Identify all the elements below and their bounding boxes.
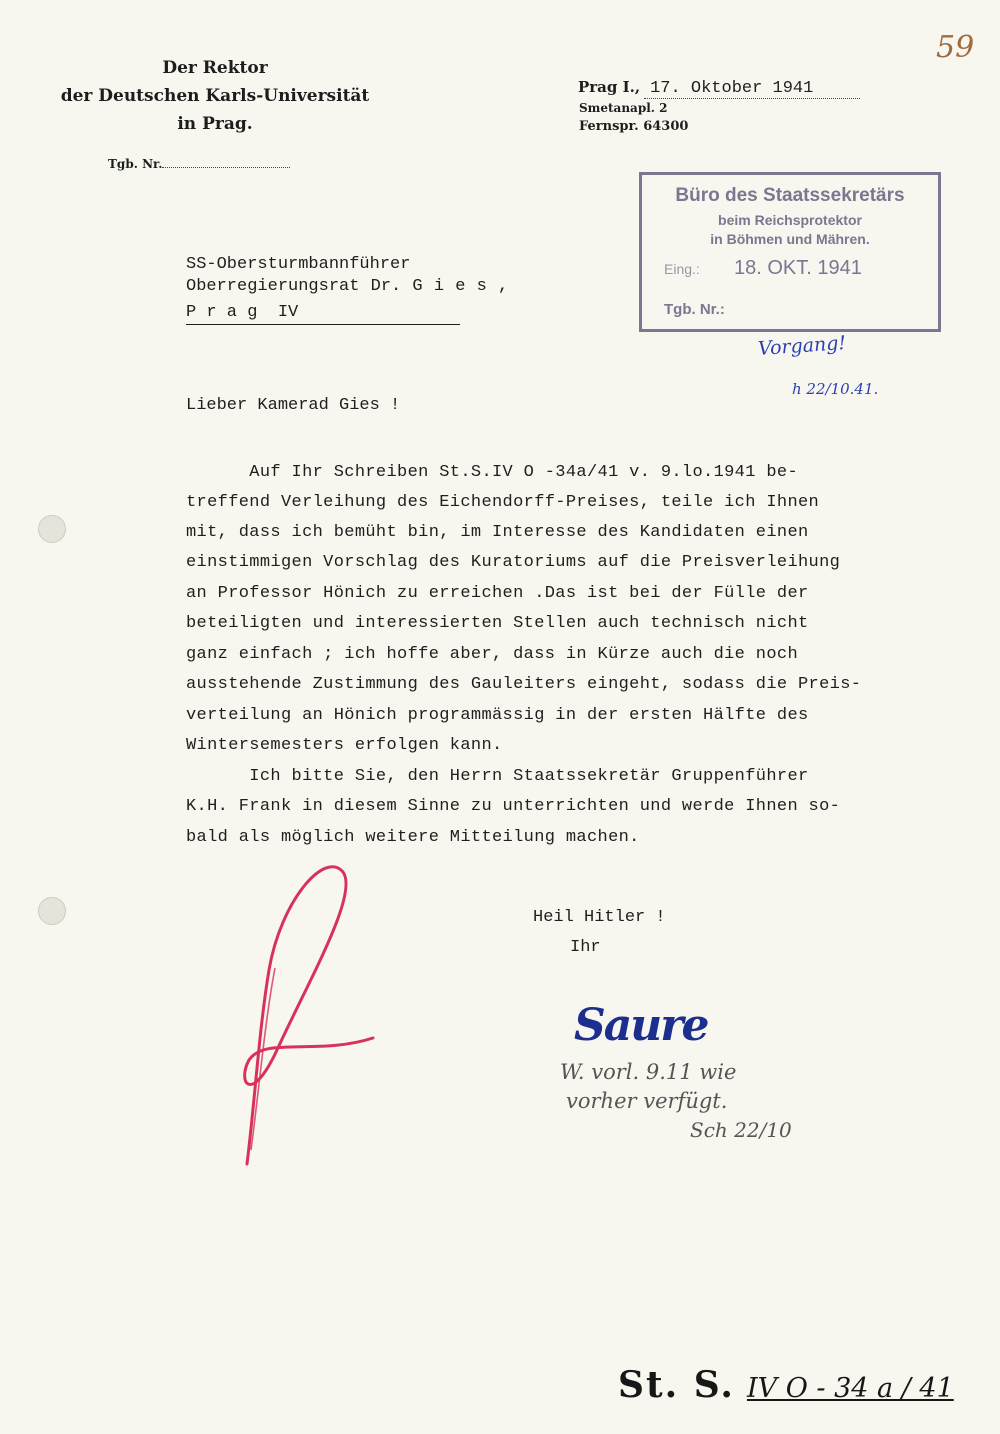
salutation: Lieber Kamerad Gies ! [186, 396, 401, 415]
body-line-11: Ich bitte Sie, den Herrn Staatssekretär Gruppenführer [186, 767, 809, 786]
red-pencil-mark [225, 850, 385, 1170]
file-ref-number: IV O - 34 a / 41 [746, 1373, 954, 1404]
signature: Saure [574, 1000, 708, 1051]
stamp-line3: in Böhmen und Mähren. [710, 231, 870, 247]
body-line-5: an Professor Hönich zu erreichen .Das ist bei der Fülle der [186, 584, 809, 603]
receipt-stamp [639, 172, 941, 332]
pencil-note-line1: W. vorl. 9.11 wie [560, 1060, 737, 1084]
punch-hole-lower [38, 897, 66, 925]
handnote-initials-date: h 22/10.41. [792, 380, 879, 398]
body-line-6: beteiligten und interessierten Stellen auch technisch nicht [186, 614, 809, 633]
street-address: Smetanapl. 2 [579, 101, 668, 115]
place-label: Prag I., [578, 78, 641, 96]
letterhead-line3: in Prag. [177, 114, 253, 134]
file-ref-prefix: St. S. [618, 1364, 735, 1406]
body-line-8: ausstehende Zustimmung des Gauleiters eingeht, sodass die Preis- [186, 675, 862, 694]
punch-hole-upper [38, 515, 66, 543]
body-line-4: einstimmigen Vorschlag des Kuratoriums auf die Preisverleihung [186, 553, 841, 572]
recipient-line3: P r a g IV [186, 303, 460, 325]
body-line-10: Wintersemesters erfolgen kann. [186, 736, 503, 755]
stamp-tgb-label: Tgb. Nr.: [664, 301, 725, 318]
letterhead-line1: Der Rektor [162, 58, 268, 78]
letter-date: 17. Oktober 1941 [644, 79, 860, 99]
tgb-number-field [108, 157, 290, 171]
recipient-line1: SS-Obersturmbannführer [186, 255, 411, 274]
recipient-line2: Oberregierungsrat Dr. G i e s , [186, 277, 509, 296]
handnote-vorgang: Vorgang! [757, 331, 847, 361]
corner-folio-number: 59 [936, 30, 975, 65]
pencil-note-initials: Sch 22/10 [690, 1118, 792, 1142]
body-line-7: ganz einfach ; ich hoffe aber, dass in Kürze auch die noch [186, 645, 798, 664]
body-line-9: verteilung an Hönich programmässig in der ersten Hälfte des [186, 706, 809, 725]
stamp-eing-label: Eing.: [664, 261, 700, 277]
stamp-received-date: 18. OKT. 1941 [734, 257, 862, 279]
date-line [578, 78, 860, 99]
stamp-line2: beim Reichsprotektor [718, 212, 862, 228]
phone-number: Fernspr. 64300 [579, 119, 689, 134]
stamp-line1: Büro des Staatssekretärs [675, 185, 905, 206]
letterhead-line2: der Deutschen Karls-Universität [60, 86, 370, 106]
body-line-3: mit, dass ich bemüht bin, im Interesse des Kandidaten einen [186, 523, 809, 542]
tgb-label: Tgb. Nr. [108, 157, 163, 171]
body-line-13: bald als möglich weitere Mitteilung machen. [186, 828, 640, 847]
body-line-2: treffend Verleihung des Eichendorff-Preises, teile ich Ihnen [186, 493, 820, 512]
body-line-1: Auf Ihr Schreiben St.S.IV O -34a/41 v. 9.lo.1941 be- [186, 463, 798, 482]
body-line-12: K.H. Frank in diesem Sinne zu unterrichten und werde Ihnen so- [186, 797, 841, 816]
file-reference [618, 1364, 954, 1406]
pencil-note-line2: vorher verfügt. [566, 1089, 728, 1113]
closing-greeting: Heil Hitler ! [533, 908, 666, 927]
closing-yours: Ihr [570, 938, 601, 957]
